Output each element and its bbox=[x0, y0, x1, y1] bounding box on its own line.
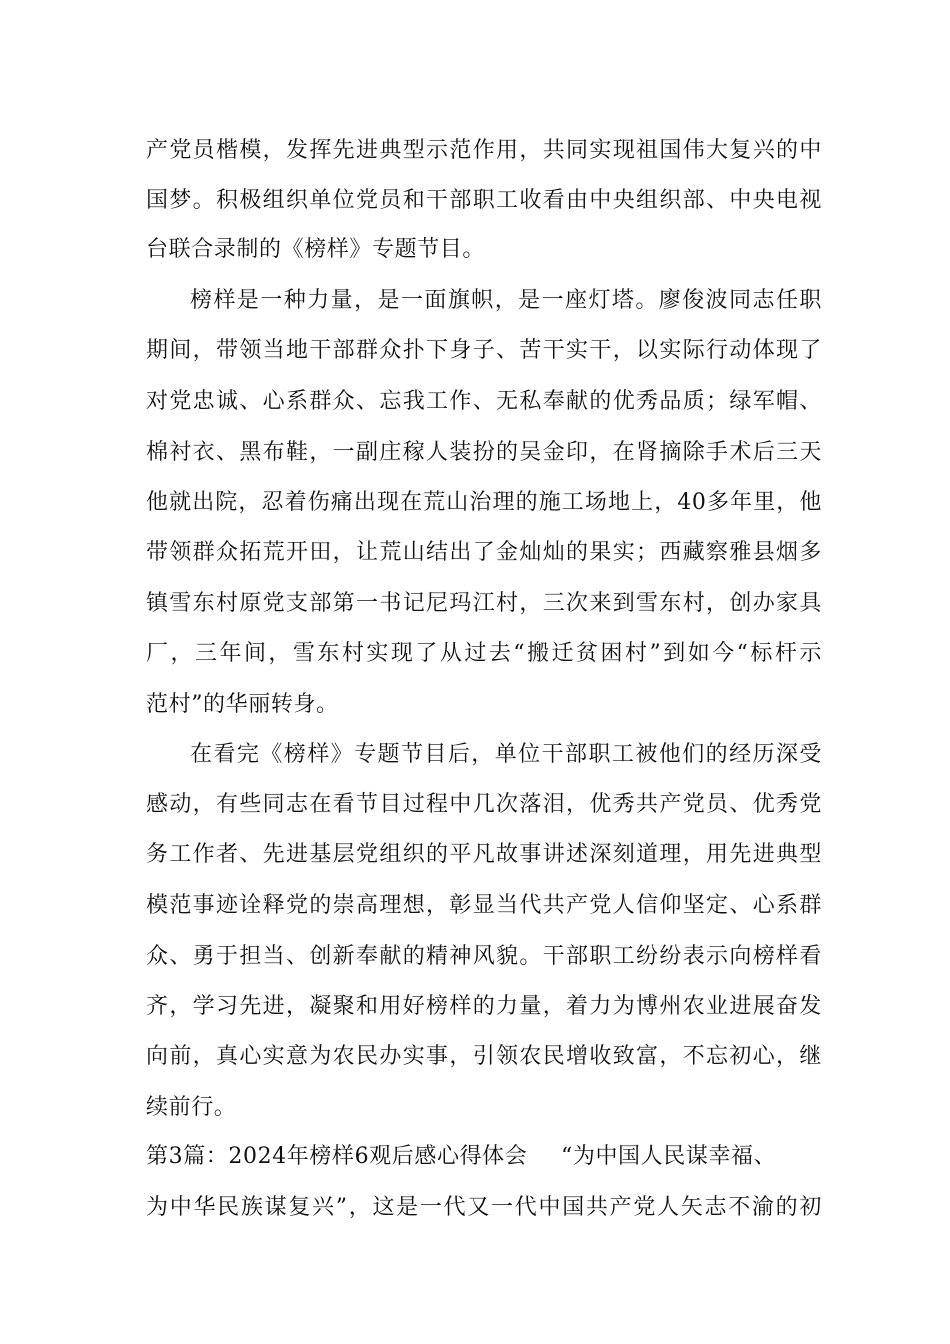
paragraph-3-line-6: 齐，学习先进，凝聚和用好榜样的力量，着力为博州农业进展奋发 bbox=[146, 994, 822, 1019]
paragraph-2-line-6: 带领群众拓荒开田，让荒山结出了金灿灿的果实；西藏察雅县烟多 bbox=[146, 540, 822, 565]
paragraph-2-line-4: 棉衬衣、黑布鞋，一副庄稼人装扮的吴金印，在肾摘除手术后三天 bbox=[146, 440, 822, 465]
section-3-line-2: 为中华民族谋复兴”，这是一代又一代中国共产党人矢志不渝的初 bbox=[146, 1195, 822, 1220]
paragraph-3-line-5: 众、勇于担当、创新奉献的精神风貌。干部职工纷纷表示向榜样看 bbox=[146, 944, 822, 969]
paragraph-2-line-1: 榜样是一种力量，是一面旗帜，是一座灯塔。廖俊波同志任职 bbox=[190, 288, 822, 313]
paragraph-2-line-7: 镇雪东村原党支部第一书记尼玛江村，三次来到雪东村，创办家具 bbox=[146, 591, 822, 616]
section-3-opening-text: “为中国人民谋幸福、 bbox=[561, 1144, 777, 1169]
section-3-heading-line bbox=[146, 1137, 822, 1177]
paragraph-3-line-1: 在看完《榜样》专题节目后，单位干部职工被他们的经历深受 bbox=[190, 742, 822, 767]
paragraph-3-line-3: 务工作者、先进基层党组织的平凡故事讲述深刻道理，用先进典型 bbox=[146, 842, 822, 867]
paragraph-2-line-2: 期间，带领当地干部群众扑下身子、苦干实干，以实际行动体现了 bbox=[146, 338, 822, 363]
paragraph-3-line-2: 感动，有些同志在看节目过程中几次落泪，优秀共产党员、优秀党 bbox=[146, 792, 822, 817]
paragraph-1-line-2: 国梦。积极组织单位党员和干部职工收看由中央组织部、中央电视 bbox=[146, 188, 822, 213]
paragraph-2-line-5: 他就出院，忍着伤痛出现在荒山治理的施工场地上，40多年里，他 bbox=[146, 490, 822, 515]
paragraph-3-line-8: 续前行。 bbox=[146, 1095, 237, 1120]
section-3-title: 第3篇：2024年榜样6观后感心得体会 bbox=[146, 1144, 528, 1169]
paragraph-1-line-3: 台联合录制的《榜样》专题节目。 bbox=[146, 237, 486, 262]
paragraph-1-line-1: 产党员楷模，发挥先进典型示范作用，共同实现祖国伟大复兴的中 bbox=[146, 138, 822, 163]
paragraph-2-line-3: 对党忠诚、心系群众、忘我工作、无私奉献的优秀品质；绿军帽、 bbox=[146, 389, 822, 414]
paragraph-2-line-8: 厂，三年间，雪东村实现了从过去“搬迁贫困村”到如今“标杆示 bbox=[146, 641, 822, 666]
paragraph-3-line-7: 向前，真心实意为农民办实事，引领农民增收致富，不忘初心，继 bbox=[146, 1044, 822, 1069]
paragraph-2-line-9: 范村”的华丽转身。 bbox=[146, 692, 339, 717]
paragraph-3-line-4: 模范事迹诠释党的崇高理想，彰显当代共产党人信仰坚定、心系群 bbox=[146, 893, 822, 918]
